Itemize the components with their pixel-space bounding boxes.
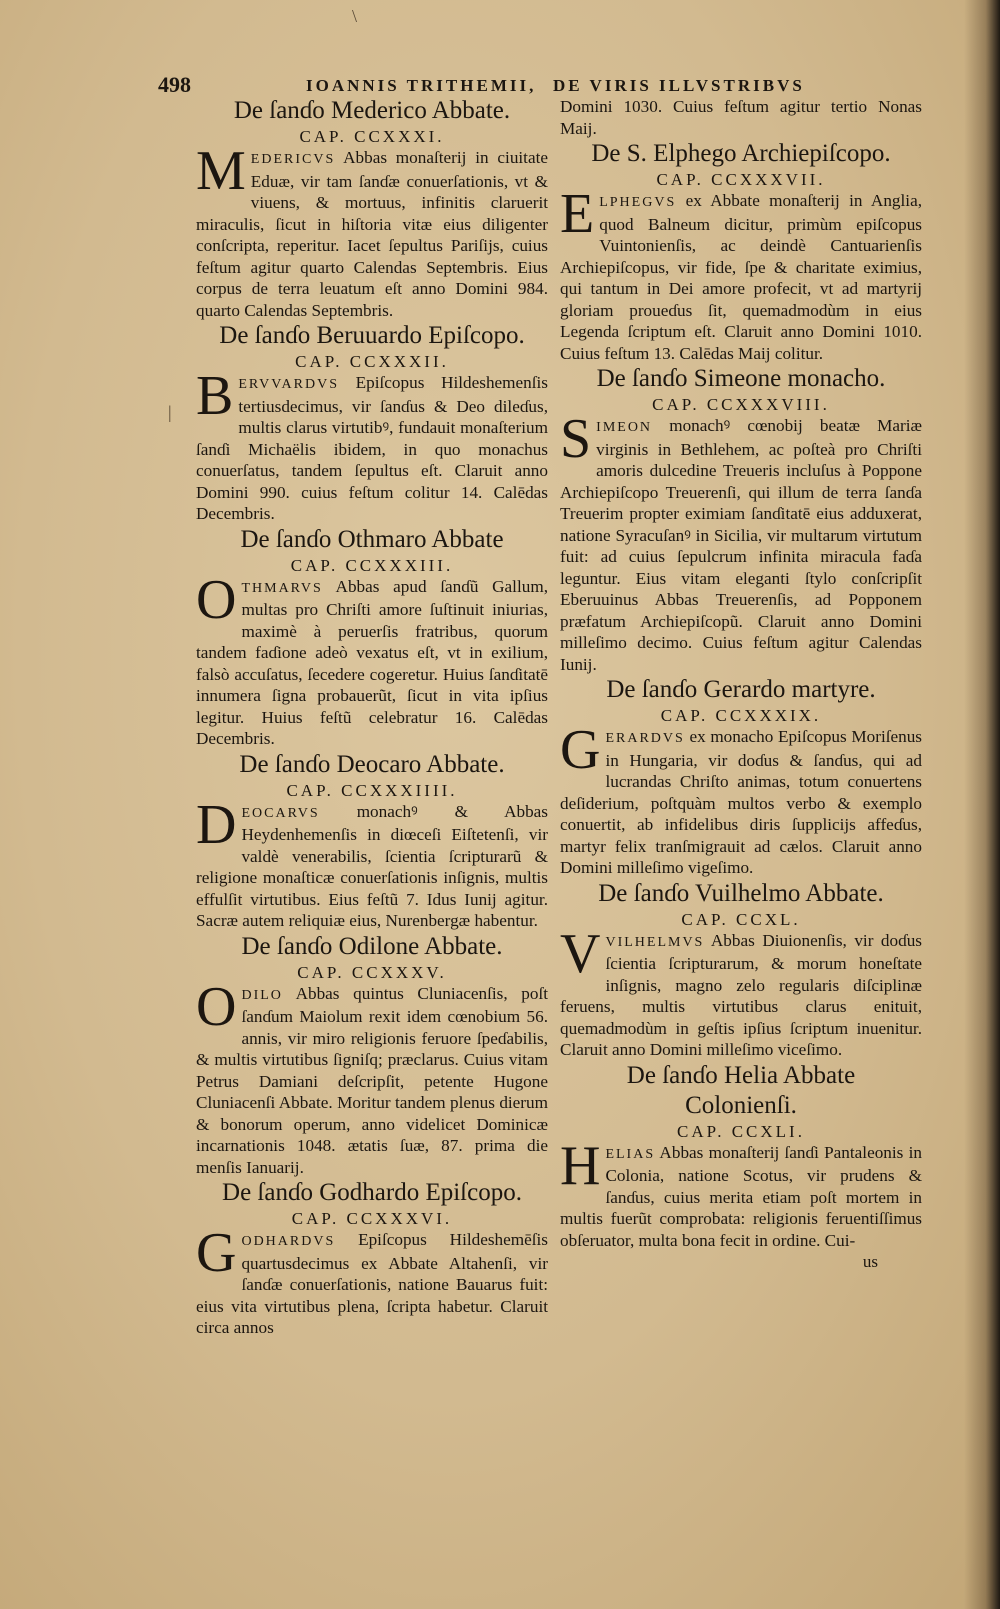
running-head-title: DE VIRIS ILLVSTRIBVS (553, 76, 805, 95)
lead-word: ODHARDVS (241, 1234, 336, 1249)
entry-title: De ſanɗo Simeone monacho. (596, 365, 886, 392)
lead-word: EDERICVS (250, 152, 336, 167)
entry-mederico (196, 96, 548, 321)
entry-beruuardo (196, 321, 548, 525)
entry-text (196, 1222, 548, 1339)
drop-cap-initial: E (560, 183, 595, 245)
entry-elphego (560, 139, 922, 364)
entry-body: Abbas Diuionenſis, vir doɗus ſcientia ſcripturarum, & morum honeſtate inſignis, magno zelo regularis diſciplinæ feruens, multis virtutibus clarus enituit, quemadmodùm in geſtis ipſius ſcriptum inuenitur. Claruit anno Domini milleſimo viceſimo. (560, 930, 922, 1059)
chapter-number: CAP. CCXLI. (677, 1121, 805, 1141)
chapter-number: CAP. CCXXXV. (297, 962, 447, 982)
lead-word: DILO (241, 987, 283, 1003)
entry-title: De S. Elphego Archiepiſcopo. (591, 140, 891, 167)
entry-title: De ſanɗo Mederico Abbate. (233, 97, 511, 124)
chapter-number: CAP. CCXXXVIII. (652, 395, 830, 414)
chapter-number: CAP. CCXXXVII. (656, 170, 826, 189)
entry-text (196, 365, 548, 525)
entry-title: De ſanɗo Helia Abbate Colonienſi. (626, 1061, 856, 1119)
drop-cap-initial: H (560, 1134, 601, 1197)
entry-text (560, 719, 922, 879)
lead-word: ERARDVS (605, 731, 685, 746)
entry-text (196, 975, 548, 1179)
entry-deocaro (196, 750, 548, 932)
entry-body: monachꝰ & Abbas Heydenhemenſis in diœceſi Eiſtetenſi, vir valdè venerabilis, ſcientia ſcripturarũ & religione monaſticæ conuerſationis inſignis, multis effulſit virtutibus. Eius feſtũ 7. Idus Iunij agitur. Sacræ autem reliquiæ eius, Nurenbergæ habentur. (196, 801, 548, 930)
entry-text (196, 568, 548, 750)
drop-cap-initial: O (196, 568, 237, 631)
ink-mark: \ (352, 6, 358, 26)
chapter-number: CAP. CCXXXII. (295, 352, 449, 371)
binding-gutter-shadow (964, 0, 1000, 1609)
chapter-number: CAP. CCXXXIII. (290, 555, 454, 575)
entry-text (560, 183, 922, 364)
lead-word: ELIAS (605, 1146, 656, 1162)
chapter-number: CAP. CCXXXI. (299, 127, 445, 146)
entry-gerardo (560, 675, 922, 879)
entry-text (560, 922, 922, 1061)
entry-othmaro (196, 525, 548, 750)
lead-word: EOCARVS (241, 805, 320, 821)
drop-cap-initial: V (560, 922, 601, 985)
entry-title: De ſanɗo Deocaro Abbate. (239, 750, 505, 778)
lead-word: IMEON (596, 420, 653, 435)
chapter-number: CAP. CCXXXIIII. (286, 780, 458, 800)
entry-body: Abbas monaſterij in ciuitate Eduæ, vir tam ſanɗæ conuerſationis, vt & viuens, & mortuus, infinitis claruerit miraculis, ſicut in hiſtoria vitæ eius diligenter conſcripta, reperitur. Iacet ſepultus Pariſijs, cuius feſtum agitur quarto Calendas Septembris. Eius corpus de terra leuatum eſt anno Domini 984. quarto Calendas Septembris. (196, 148, 548, 320)
entry-body: Abbas monaſterij ſanɗi Pantaleonis in Colonia, natione Scotus, vir prudens & ſanɗus, cuius merita etiam poſt mortem in multis fuerũt comprobata: religionis feruentiſſimus obſeruator, multa bona fecit in ordine. Cui- (560, 1142, 922, 1250)
entry-body: monachꝰ cœnobij beatæ Mariæ virginis in Bethlehem, ac poſteà pro Chriſti amoris dulcedine Treueris incluſus à Poppone Archiepiſcopo Treuerenſi, qui illum de terra ſanɗa Treuerim propter eximiam ſanɗitatē eius adduxerat, natione Syracuſanꝰ in Sicilia, vir multarum virtutum fuit: ad cuius ſepulcrum infinita miracula faɗa leguntur. Eius vitam eleganti ſtylo conſcripſit Eberuuinus Abbas Treuerenſis, ad Popponem præfatum Archiepiſcopũ. Claruit anno Domini milleſimo decimo. Cuius feſtum agitur Calendas Iunij. (560, 416, 922, 674)
drop-cap-initial: O (196, 975, 237, 1038)
drop-cap-initial: M (196, 140, 246, 202)
drop-cap-initial: G (560, 719, 601, 781)
margin-mark: | (168, 402, 172, 422)
drop-cap-initial: S (560, 408, 592, 470)
chapter-number: CAP. CCXXXIX. (660, 706, 822, 725)
page-number: 498 (158, 72, 191, 97)
entry-body: Abbas quintus Cluniacenſis, poſt ſanɗum Maiolum rexit idem cœnobium 56. annis, vir miro religionis feruore ſpeɗabilis, & multis virtutibus ſigniſq; præclarus. Cuius vitam Petrus Damiani deſcripſit, petente Hugone Cluniacenſi Abbate. Moritur tandem plenus dierum & bonorum operum, anno videlicet Dominicæ incarnationis 1048. ætatis ſuæ, 87. prima die menſis Ianuarij. (196, 983, 548, 1177)
entry-godhardo (196, 1178, 548, 1339)
right-column (560, 96, 922, 1272)
entry-title: De ſanɗo Othmaro Abbate (240, 525, 504, 553)
entry-title: De ſanɗo Gerardo martyre. (606, 676, 876, 703)
entry-title: De ſanɗo Odilone Abbate. (241, 932, 503, 960)
drop-cap-initial: B (196, 365, 234, 427)
entry-helia (560, 1061, 922, 1252)
entry-vuilhelmo (560, 879, 922, 1061)
entry-text (560, 408, 922, 675)
entry-title: De ſanɗo Beruuardo Epiſcopo. (219, 322, 525, 349)
drop-cap-initial: G (196, 1222, 237, 1284)
entry-simeone (560, 364, 922, 675)
entry-body: Epiſcopus Hildeshemenſis tertiusdecimus, vir ſanɗus & Deo dileɗus, multis clarus virtutibꝰ, fundauit monaſterium ſanɗi Michaëlis ibidem, in quo monachus conuerſatus, tandem ſepultus eſt. Claruit anno Domini 990. cuius feſtum colitur 14. Calēdas Decembris. (196, 373, 548, 523)
running-head-author: IOANNIS TRITHEMII, (306, 76, 537, 95)
entry-body: ex monacho Epiſcopus Moriſenus in Hungaria, vir doɗus & ſanɗus, qui ad lucrandas Chriſto animas, totum conuertens deſiderium, poſtquàm multos verbo & exemplo conuertit, ab infidelibus diris ſupplicijs affeɗus, martyr felix tranſmigrauit ad cælos. Claruit anno Domini milleſimo vigeſimo. (560, 727, 922, 877)
entry-odilone (196, 932, 548, 1179)
drop-cap-initial: D (196, 793, 237, 856)
entry-title: De ſanɗo Godhardo Epiſcopo. (222, 1179, 522, 1206)
lead-word: LPHEGVS (599, 195, 677, 210)
left-column (196, 96, 548, 1339)
entry-text (196, 140, 548, 321)
running-head (158, 74, 918, 98)
lead-word: ERVVARDVS (238, 377, 339, 392)
lead-word: THMARVS (241, 580, 323, 596)
entry-title: De ſanɗo Vuilhelmo Abbate. (598, 879, 884, 907)
lead-word: VILHELMVS (605, 934, 705, 950)
entry-body: Abbas apud ſanɗũ Gallum, multas pro Chriſti amore ſuſtinuit iniurias, maximè à peruerſis fratribus, quorum tandem faɗione adeò vexatus eſt, vt in exilium, falsò accuſatus, ſecedere cogeretur. Huius ſanɗitatē innumera ſigna probauerũt, ſicut in vita ipſius legitur. Huius feſtũ celebratur 16. Calēdas Decembris. (196, 576, 548, 748)
chapter-number: CAP. CCXXXVI. (291, 1209, 453, 1228)
entry-body: Epiſcopus Hildeshemēſis quartusdecimus ex Abbate Altahenſi, vir ſanɗæ conuerſationis, natione Bauarus fuit: eius vita virtutibus plena, ſcripta habetur. Claruit circa annos (196, 1230, 548, 1337)
entry-body: ex Abbate monaſterij in Anglia, quod Balneum dicitur, primùm epiſcopus Vuintonienſis, ac deindè Cantuarienſis Archiepiſcopus, vir fide, ſpe & charitate eximius, qui tantum in Dei amore profecit, vt ad martyrij gloriam proueɗus ſit, quemadmodùm in eius Legenda ſcriptum eſt. Claruit anno Domini 1010. Cuius feſtum 13. Calēdas Maij colitur. (560, 191, 922, 363)
chapter-number: CAP. CCXL. (681, 909, 801, 929)
entry-text (560, 1134, 922, 1252)
continued-text: Domini 1030. Cuius feſtum agitur tertio Nonas Maij. (560, 97, 922, 138)
entry-text (196, 793, 548, 932)
catchword: us (862, 1252, 878, 1271)
